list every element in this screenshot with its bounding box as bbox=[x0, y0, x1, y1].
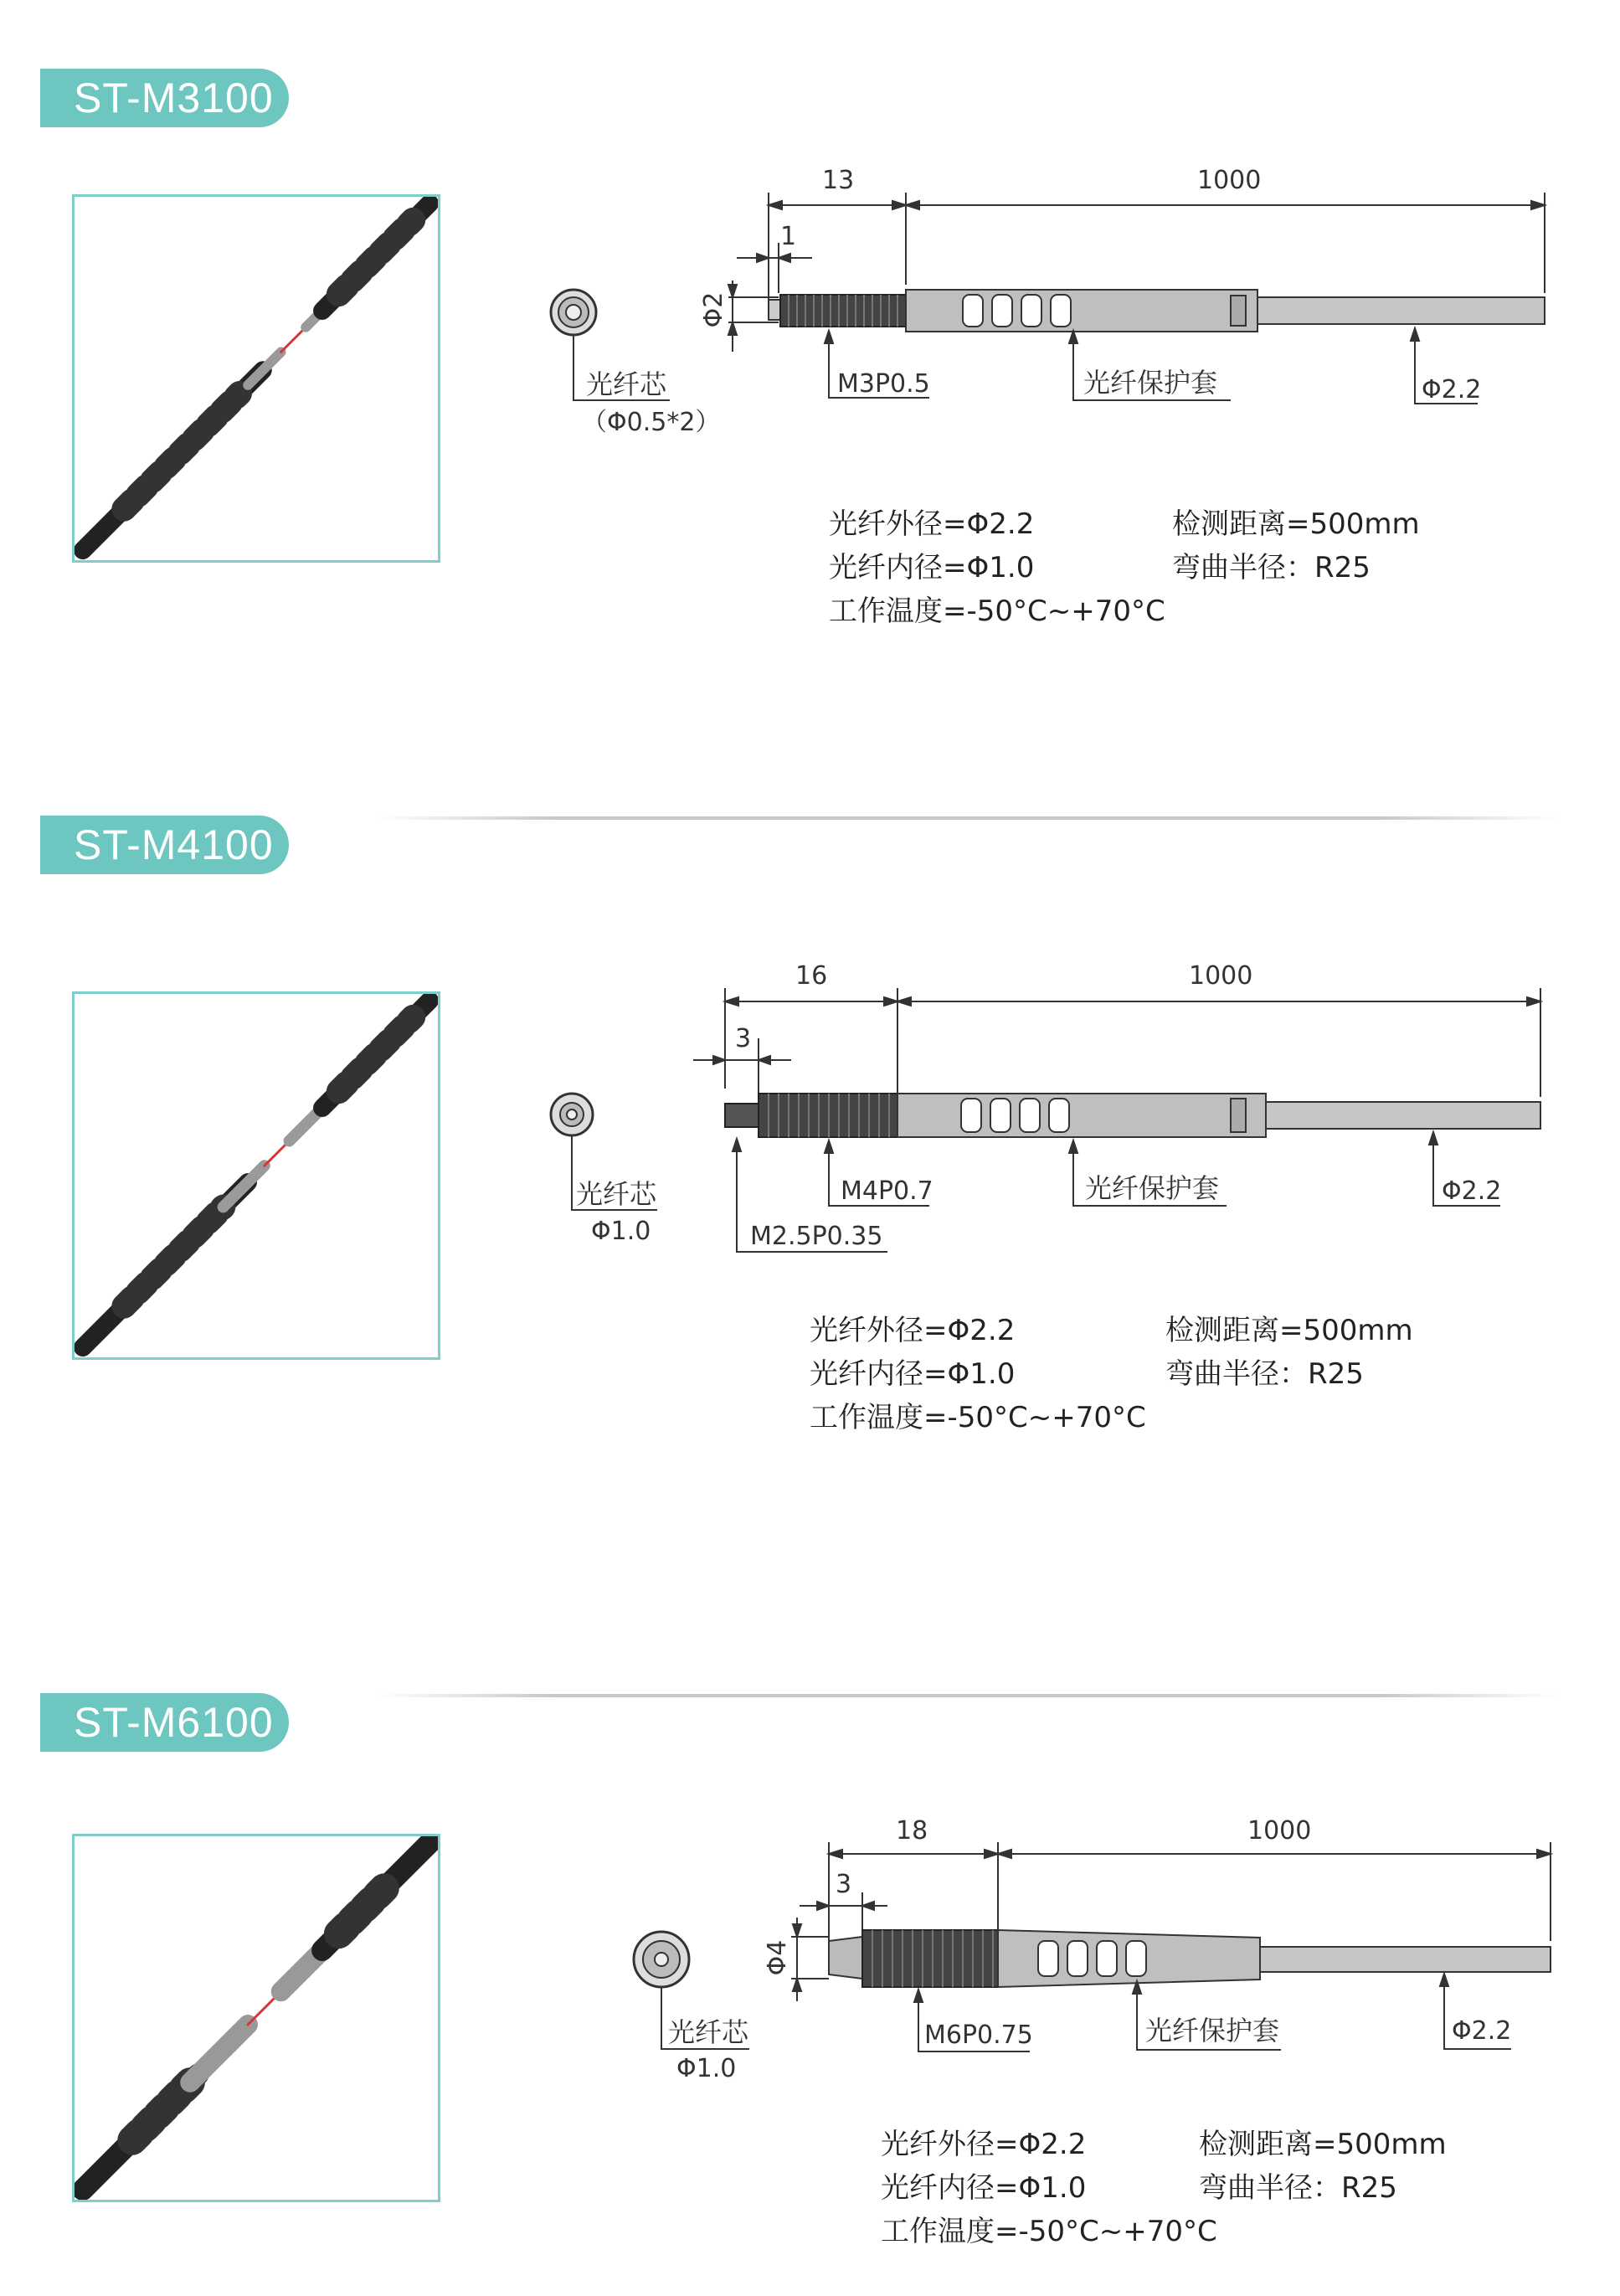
spec-outer-dia: 光纤外径=Φ2.2 bbox=[881, 2128, 1087, 2161]
thread-label: M6P0.75 bbox=[924, 2021, 1033, 2050]
model-tag: ST-M6100 bbox=[40, 1693, 289, 1752]
spec-distance: 检测距离=500mm bbox=[1172, 507, 1420, 541]
head-length-dim: 16 bbox=[795, 961, 828, 991]
thread-label: M3P0.5 bbox=[837, 369, 930, 399]
spec-bend-radius: 弯曲半径：R25 bbox=[1199, 2171, 1397, 2205]
spec-outer-dia: 光纤外径=Φ2.2 bbox=[829, 507, 1035, 541]
spec-temperature: 工作温度=-50°C~+70°C bbox=[881, 2215, 1217, 2248]
spec-bend-radius: 弯曲半径：R25 bbox=[1172, 551, 1371, 584]
spec-inner-dia: 光纤内径=Φ1.0 bbox=[810, 1357, 1016, 1391]
tip-length-dim: 1 bbox=[780, 222, 797, 251]
core-dia-label: Φ1.0 bbox=[676, 2054, 737, 2083]
tip-length-dim: 3 bbox=[735, 1024, 752, 1053]
cable-length-dim: 1000 bbox=[1197, 166, 1262, 195]
cable-dia-label: Φ2.2 bbox=[1442, 1176, 1502, 1206]
tip-dia-dim: Φ4 bbox=[763, 1939, 792, 1976]
tip-length-dim: 3 bbox=[836, 1870, 852, 1899]
spec-inner-dia: 光纤内径=Φ1.0 bbox=[829, 551, 1035, 584]
spec-distance: 检测距离=500mm bbox=[1165, 1314, 1413, 1347]
spec-bend-radius: 弯曲半径：R25 bbox=[1165, 1357, 1364, 1391]
model-tag: ST-M4100 bbox=[40, 816, 289, 874]
cable-dia-label: Φ2.2 bbox=[1452, 2016, 1512, 2046]
spec-inner-dia: 光纤内径=Φ1.0 bbox=[881, 2171, 1087, 2205]
thread-label: M4P0.7 bbox=[841, 1176, 933, 1206]
sleeve-label: 光纤保护套 bbox=[1085, 1172, 1220, 1204]
cable-dia-label: Φ2.2 bbox=[1422, 375, 1482, 404]
tip-dia-dim: Φ2 bbox=[699, 291, 728, 328]
tip-thread-label: M2.5P0.35 bbox=[750, 1222, 883, 1251]
spec-outer-dia: 光纤外径=Φ2.2 bbox=[810, 1314, 1016, 1347]
model-tag: ST-M3100 bbox=[40, 69, 289, 127]
head-length-dim: 18 bbox=[896, 1816, 928, 1846]
core-label: 光纤芯 bbox=[668, 2016, 749, 2048]
cable-length-dim: 1000 bbox=[1247, 1816, 1312, 1846]
spec-distance: 检测距离=500mm bbox=[1199, 2128, 1447, 2161]
core-label: 光纤芯 bbox=[576, 1178, 657, 1210]
cable-length-dim: 1000 bbox=[1189, 961, 1253, 991]
core-dia-label: （Φ0.5*2） bbox=[582, 408, 721, 437]
core-label: 光纤芯 bbox=[586, 368, 667, 400]
head-length-dim: 13 bbox=[822, 166, 855, 195]
spec-temperature: 工作温度=-50°C~+70°C bbox=[810, 1401, 1146, 1434]
sleeve-label: 光纤保护套 bbox=[1083, 367, 1218, 399]
core-dia-label: Φ1.0 bbox=[591, 1217, 651, 1246]
spec-temperature: 工作温度=-50°C~+70°C bbox=[829, 595, 1165, 628]
sleeve-label: 光纤保护套 bbox=[1145, 2015, 1280, 2046]
